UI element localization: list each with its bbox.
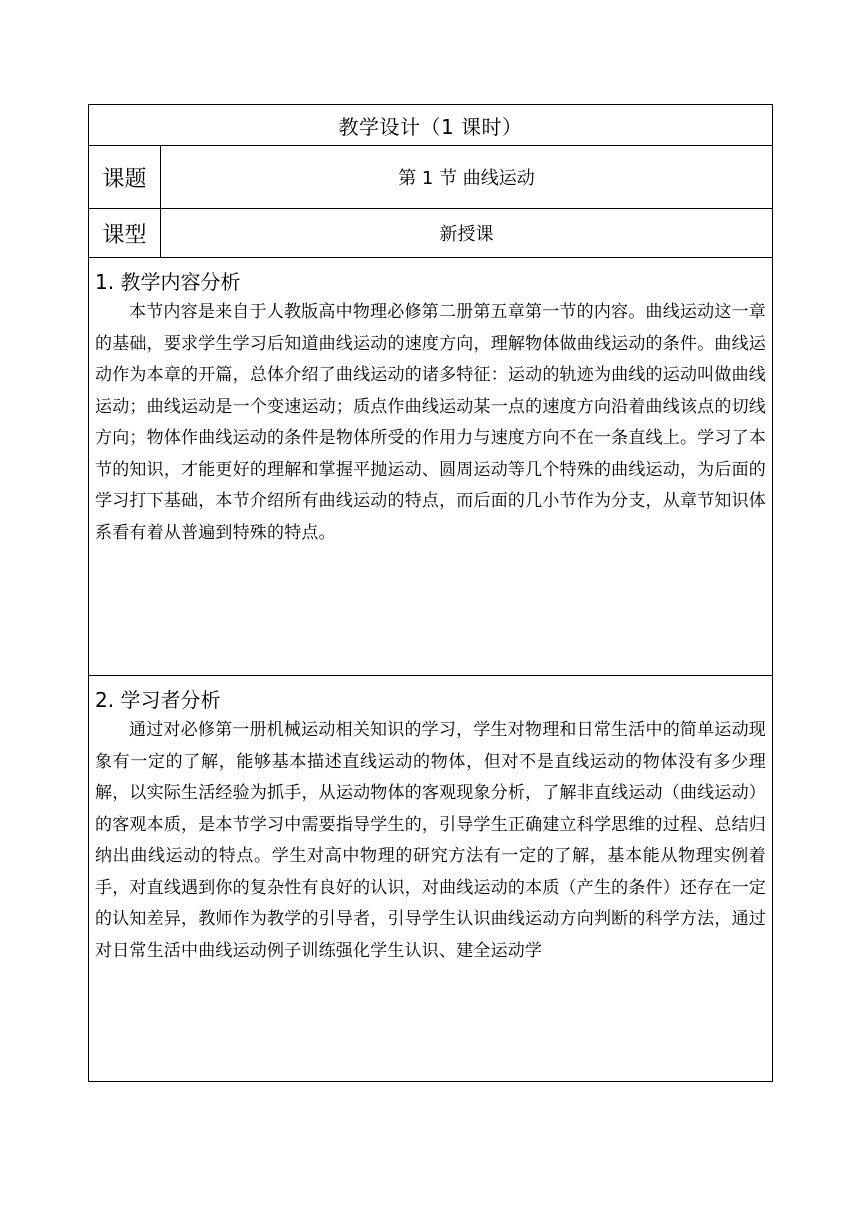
lesson-type-value: 新授课 — [161, 209, 773, 258]
learner-analysis-heading: 2. 学习者分析 — [95, 688, 221, 712]
learner-analysis-row — [89, 676, 773, 1082]
title-row — [89, 105, 773, 146]
content-analysis-section — [89, 258, 773, 676]
content-analysis-paragraph: 本节内容是来自于人教版高中物理必修第二册第五章第一节的内容。曲线运动这一章的基础，要求学生学习后知道曲线运动的速度方向，理解物体做曲线运动的条件。曲线运动作为本章的开篇，总体介绍了曲线运动的诸多特征：运动的轨迹为曲线的运动叫做曲线运动；曲线运动是一个变速运动；质点作曲线运动某一点的速度方向沿着曲线该点的切线方向；物体作曲线运动的条件是物体所受的作用力与速度方向不在一条直线上。学习了本节的知识，才能更好的理解和掌握平抛运动、圆周运动等几个特殊的曲线运动，为后面的学习打下基础，本节介绍所有曲线运动的特点，而后面的几小节作为分支，从章节知识体系看有着从普遍到特殊的特点。 — [95, 302, 766, 543]
learner-analysis-paragraph: 通过对必修第一册机械运动相关知识的学习，学生对物理和日常生活中的简单运动现象有一定的了解，能够基本描述直线运动的物体，但对不是直线运动的物体没有多少理解，以实际生活经验为抓手，从运动物体的客观现象分析，了解非直线运动（曲线运动）的客观本质，是本节学习中需要指导学生的，引导学生正确建立科学思维的过程、总结归纳出曲线运动的特点。学生对高中物理的研究方法有一定的了解，基本能从物理实例着手，对直线遇到你的复杂性有良好的认识，对曲线运动的本质（产生的条件）还存在一定的认知差异，教师作为教学的引导者，引导学生认识曲线运动方向判断的科学方法，通过对日常生活中曲线运动例子训练强化学生认识、建全运动学 — [95, 720, 766, 961]
learner-analysis-section — [89, 676, 773, 1082]
lesson-plan-table — [88, 104, 773, 1082]
lesson-type-row — [89, 209, 773, 258]
topic-row — [89, 146, 773, 209]
table-title: 教学设计（1 课时） — [89, 105, 773, 146]
topic-value: 第 1 节 曲线运动 — [161, 146, 773, 209]
lesson-type-label: 课型 — [89, 209, 161, 258]
topic-label: 课题 — [89, 146, 161, 209]
content-analysis-row — [89, 258, 773, 676]
content-analysis-heading: 1. 教学内容分析 — [95, 270, 241, 294]
